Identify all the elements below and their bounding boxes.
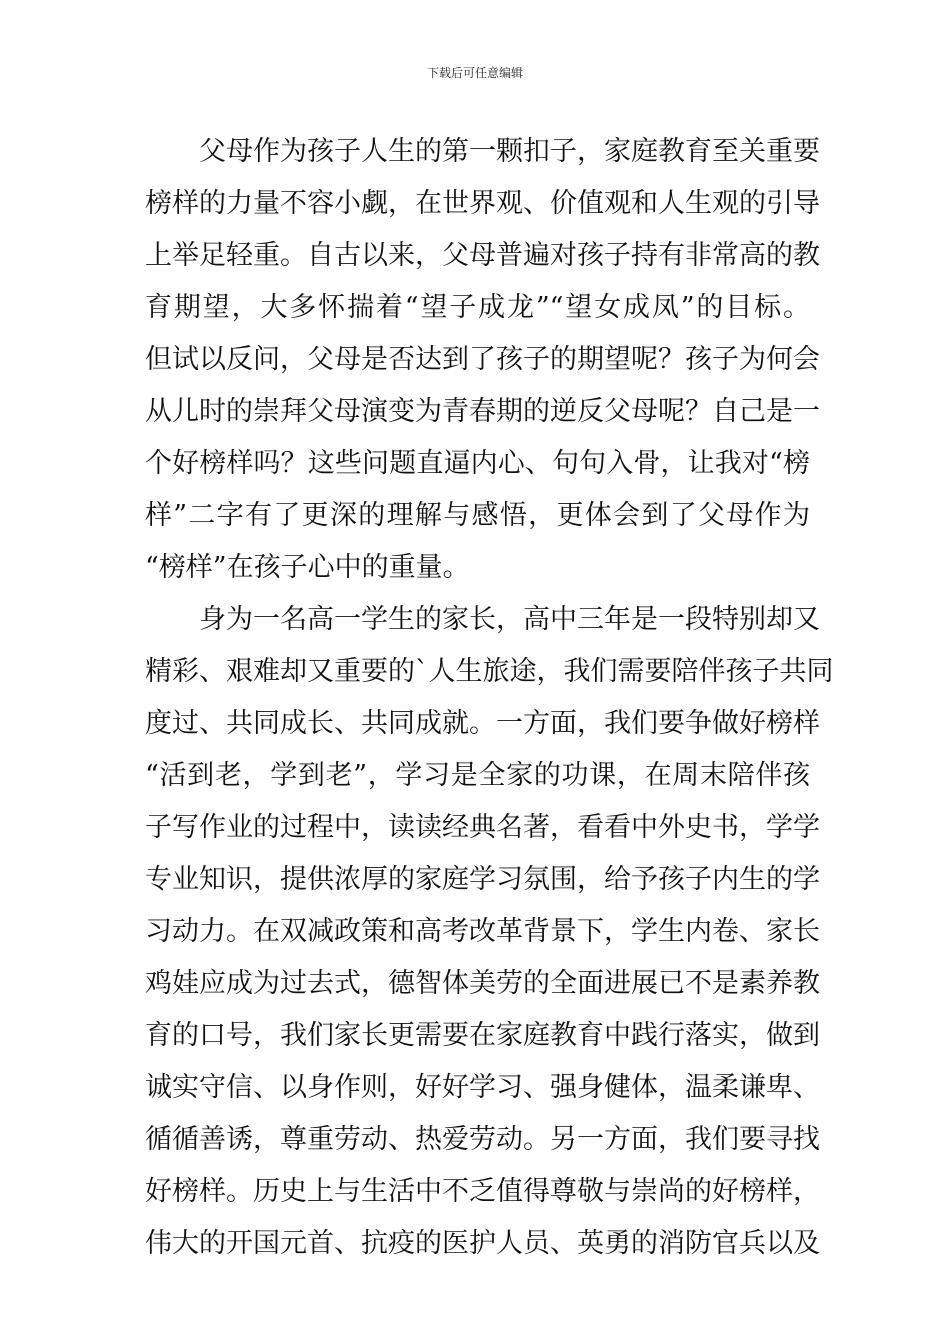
paragraph-1-line-7: 个好榜样吗？这些问题直逼内心、句句入骨，让我对“榜: [145, 448, 810, 479]
paragraph-1-line-5: 但试以反问，父母是否达到了孩子的期望呢？孩子为何会: [145, 344, 820, 375]
paragraph-2-line-2: 精彩、艰难却又重要的`人生旅途，我们需要陪伴孩子共同: [145, 656, 834, 687]
paragraph-2-line-13: 伟大的开国元首、抗疫的医护人员、英勇的消防官兵以及: [145, 1228, 820, 1259]
paragraph-1-line-4: 育期望，大多怀揣着“望子成龙”“望女成凤”的目标。: [145, 292, 810, 323]
paragraph-2-line-11: 循循善诱，尊重劳动、热爱劳动。另一方面，我们要寻找: [145, 1124, 820, 1155]
paragraph-2-line-5: 子写作业的过程中，读读经典名著，看看中外史书，学学: [145, 812, 820, 843]
paragraph-2-line-8: 鸡娃应成为过去式，德智体美劳的全面进展已不是素养教: [145, 968, 820, 999]
paragraph-2-line-1: 身为一名高一学生的家长，高中三年是一段特别却又: [199, 604, 820, 635]
paragraph-1-line-9: “榜样”在孩子心中的重量。: [145, 552, 470, 583]
paragraph-1-line-3: 上举足轻重。自古以来，父母普遍对孩子持有非常高的教: [145, 240, 820, 271]
paragraph-1-line-1: 父母作为孩子人生的第一颗扣子，家庭教育至关重要: [199, 136, 820, 167]
paragraph-2-line-7: 习动力。在双减政策和高考改革背景下，学生内卷、家长: [145, 916, 820, 947]
paragraph-2-line-12: 好榜样。历史上与生活中不乏值得尊敬与崇尚的好榜样，: [145, 1176, 820, 1207]
paragraph-2-line-3: 度过、共同成长、共同成就。一方面，我们要争做好榜样: [145, 708, 820, 739]
paragraph-2-line-9: 育的口号，我们家长更需要在家庭教育中践行落实，做到: [145, 1020, 820, 1051]
document-body: [145, 126, 834, 1270]
paragraph-1-line-2: 榜样的力量不容小觑，在世界观、价值观和人生观的引导: [145, 188, 820, 219]
page-header: 下载后可任意编辑: [426, 66, 523, 80]
paragraph-2-line-10: 诚实守信、以身作则，好好学习、强身健体，温柔谦卑、: [145, 1072, 820, 1103]
paragraph-1-line-6: 从儿时的崇拜父母演变为青春期的逆反父母呢？自己是一: [145, 396, 820, 427]
paragraph-2-line-4: “活到老，学到老”，学习是全家的功课，在周末陪伴孩: [145, 760, 810, 791]
paragraph-2-line-6: 专业知识，提供浓厚的家庭学习氛围，给予孩子内生的学: [145, 864, 820, 895]
paragraph-1-line-8: 样”二字有了更深的理解与感悟，更体会到了父母作为: [145, 500, 810, 531]
